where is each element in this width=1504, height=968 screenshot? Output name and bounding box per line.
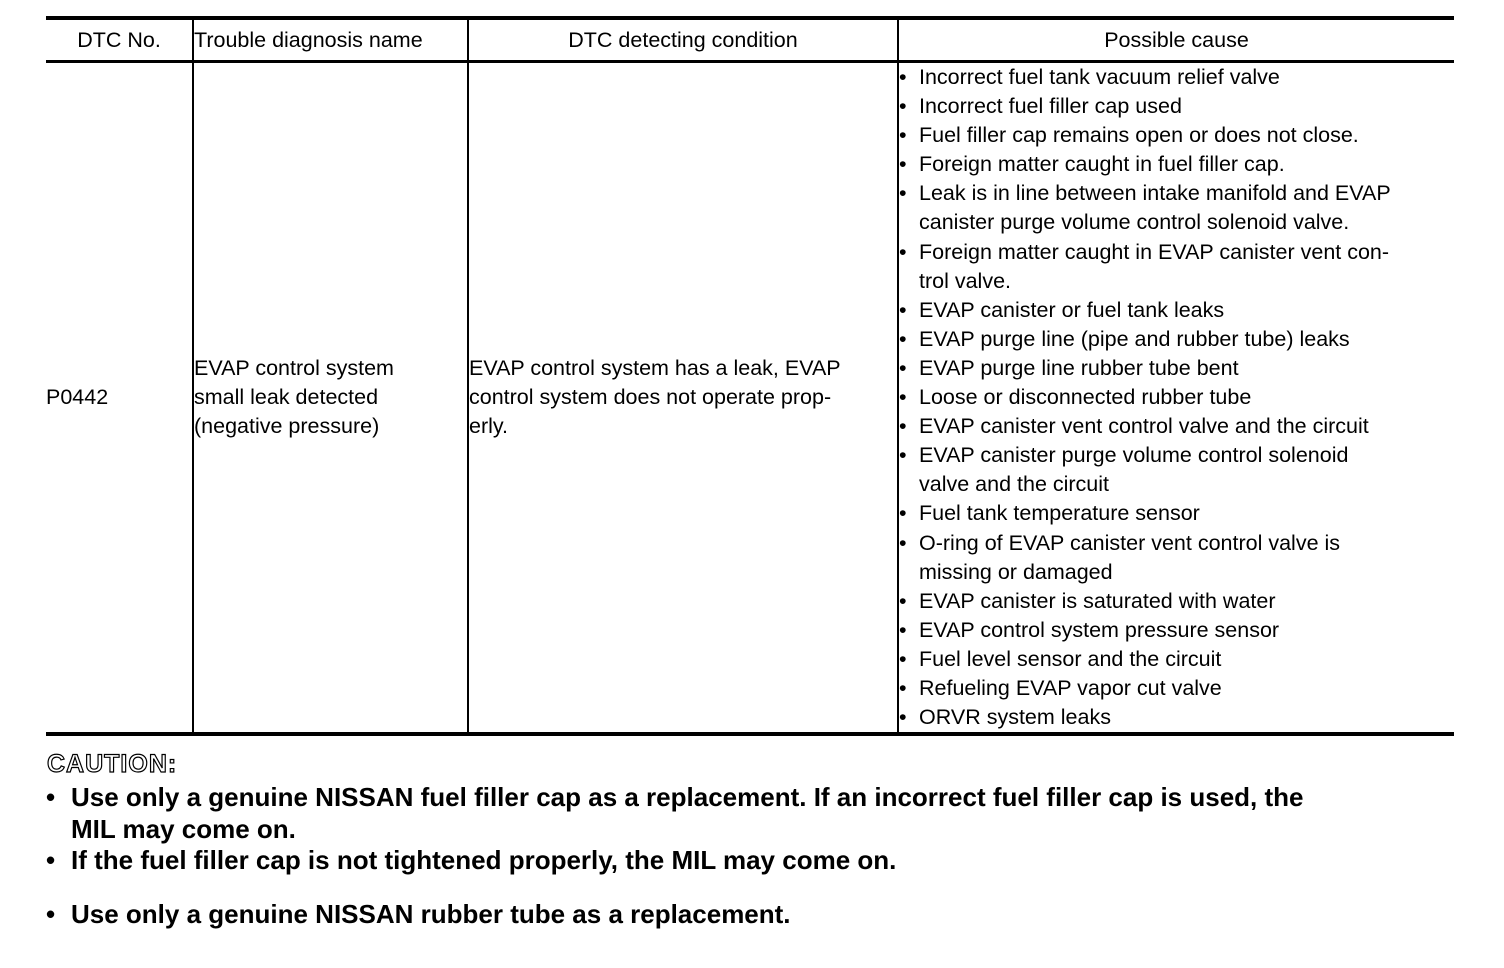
cause-line: EVAP canister purge volume control solenoid [919,443,1349,468]
bullet-icon: • [899,414,907,439]
bullet-icon: • [899,355,907,380]
condition-line: erly. [469,414,509,439]
condition-line: control system does not operate prop- [469,384,832,409]
caution-extra [46,899,1466,931]
list-item [899,121,1454,150]
bullet-icon: • [899,326,907,351]
cell-dtc-no: P0442 [46,385,109,410]
bullet-icon: • [46,845,56,875]
list-item [899,529,1454,587]
bullet-icon: • [899,675,907,700]
name-line: small leak detected [194,384,379,409]
dtc-table [46,16,1454,736]
list-item [899,441,1454,499]
bullet-icon: • [899,501,907,526]
caution-item-line: Use only a genuine NISSAN fuel filler cap as a replacement. If an incorrect fuel filler cap is used, the [71,782,1304,812]
list-item [899,412,1454,441]
cause-line: O-ring of EVAP canister vent control valve is [919,530,1341,555]
table-header-row [46,18,1454,62]
table-row [46,62,1454,735]
cause-line: EVAP purge line (pipe and rubber tube) leaks [919,326,1350,351]
cause-line: EVAP purge line rubber tube bent [919,355,1239,380]
list-item [899,238,1454,296]
caution-item-text: Use only a genuine NISSAN rubber tube as a replacement. [71,899,791,929]
cause-line: EVAP control system pressure sensor [919,617,1280,642]
bullet-icon: • [899,65,907,89]
list-item [899,179,1454,237]
cause-line: Incorrect fuel filler cap used [919,94,1182,119]
cause-line: Foreign matter caught in EVAP canister vent con- [919,239,1390,264]
cause-line: ORVR system leaks [919,705,1111,730]
bullet-icon: • [899,94,907,119]
cause-line: canister purge volume control solenoid valve. [919,210,1350,235]
cause-line: Foreign matter caught in fuel filler cap. [919,152,1285,177]
cause-line: Refueling EVAP vapor cut valve [919,675,1222,700]
cell-trouble-diagnosis-name [193,62,468,735]
cause-line: valve and the circuit [919,472,1110,497]
caution-item-line: If the fuel filler cap is not tightened properly, the MIL may come on. [71,845,897,875]
cause-line: EVAP canister or fuel tank leaks [919,297,1225,322]
cause-line: missing or damaged [919,559,1113,584]
bullet-icon: • [899,239,907,264]
name-line: (negative pressure) [194,414,380,439]
bullet-icon: • [46,899,56,929]
bullet-icon: • [899,443,907,468]
possible-cause-list [899,63,1454,732]
bullet-icon: • [899,646,907,671]
cause-line: Loose or disconnected rubber tube [919,385,1252,410]
caution-item [46,899,1466,931]
bullet-icon: • [899,123,907,148]
caution-list [46,782,1466,877]
cell-dtc-detecting-condition [468,62,898,735]
bullet-icon: • [899,152,907,177]
bullet-icon: • [899,297,907,322]
header-dtc-no: DTC No. [46,18,193,62]
caution-item-line: MIL may come on. [71,813,296,844]
list-item [899,150,1454,179]
header-possible-cause: Possible cause [898,18,1454,62]
cause-line: Fuel tank temperature sensor [919,501,1200,526]
list-item [899,296,1454,325]
bullet-icon: • [899,588,907,613]
list-item [899,383,1454,412]
header-dtc-detecting-condition: DTC detecting condition [468,18,898,62]
cell-possible-cause [898,62,1454,735]
cause-line: EVAP canister is saturated with water [919,588,1276,613]
list-item [899,92,1454,121]
list-item [899,674,1454,703]
caution-item [46,782,1466,845]
caution-item [46,845,1466,877]
list-item [899,354,1454,383]
header-trouble-diagnosis-name: Trouble diagnosis name [193,18,468,62]
cause-line: Leak is in line between intake manifold and EVAP [919,181,1391,206]
condition-line: EVAP control system has a leak, EVAP [469,355,841,380]
bullet-icon: • [899,530,907,555]
bullet-icon: • [899,705,907,730]
bullet-icon: • [899,385,907,410]
list-item [899,616,1454,645]
cause-line: trol valve. [919,268,1012,293]
name-line: EVAP control system [194,355,394,380]
list-item [899,499,1454,528]
list-item [899,63,1454,92]
bullet-icon: • [46,782,56,812]
list-item [899,703,1454,732]
cause-line: EVAP canister vent control valve and the circuit [919,414,1369,439]
list-item [899,587,1454,616]
cause-line: Fuel filler cap remains open or does not close. [919,123,1359,148]
cause-line: Incorrect fuel tank vacuum relief valve [919,65,1280,89]
cause-line: Fuel level sensor and the circuit [919,646,1222,671]
list-item [899,325,1454,354]
bullet-icon: • [899,617,907,642]
caution-title: CAUTION: [47,750,178,778]
bullet-icon: • [899,181,907,206]
list-item [899,645,1454,674]
